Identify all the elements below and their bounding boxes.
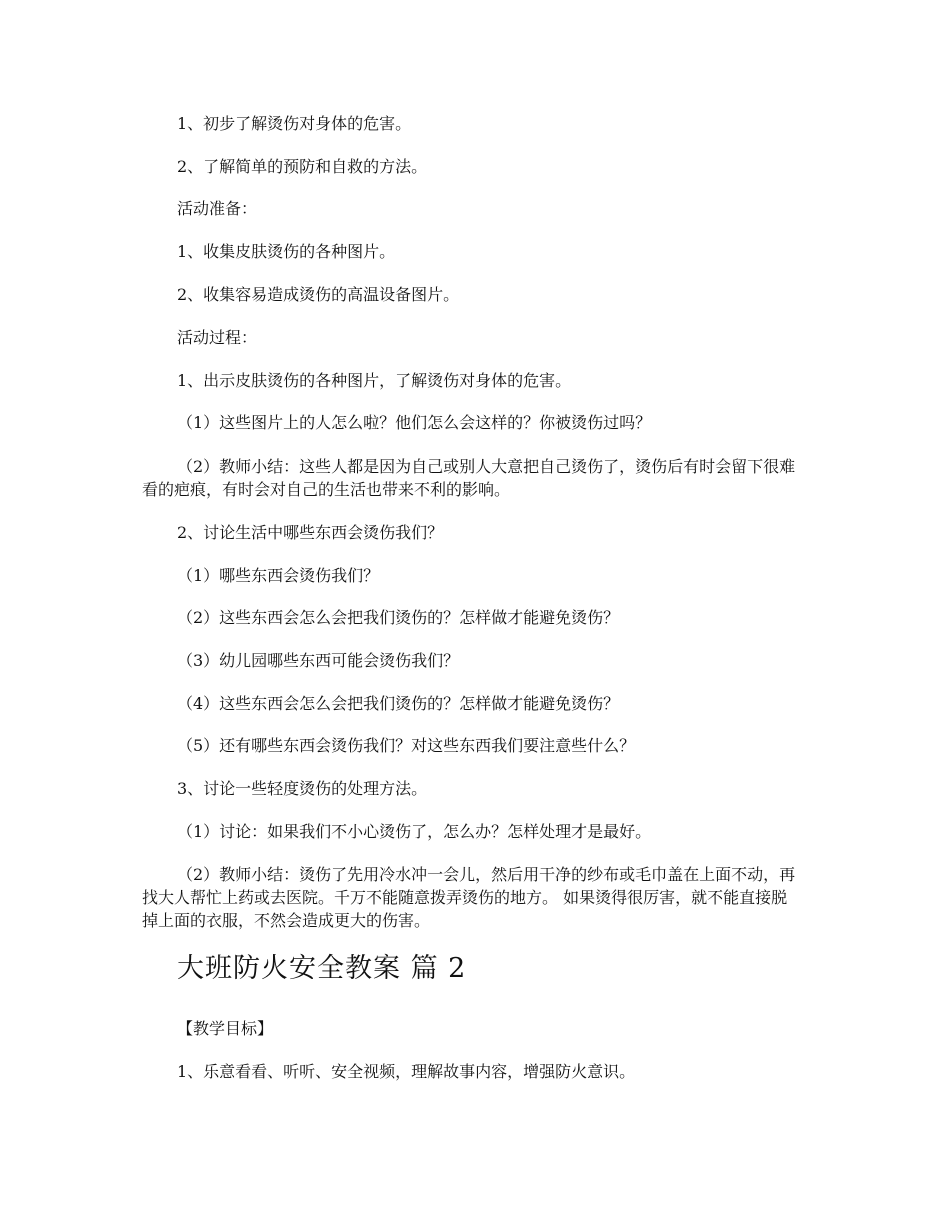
text-line: 3、讨论一些轻度烫伤的处理方法。	[177, 779, 428, 798]
text-line: 1、初步了解烫伤对身体的危害。	[177, 114, 412, 133]
text-line: （5）还有哪些东西会烫伤我们？对这些东西我们要注意些什么？	[177, 736, 636, 755]
section-label: 活动准备：	[177, 199, 258, 218]
text-line: 2、了解简单的预防和自救的方法。	[177, 157, 428, 176]
text-line: （2）这些东西会怎么会把我们烫伤的？怎样做才能避免烫伤？	[177, 608, 620, 627]
section-label: 活动过程：	[177, 328, 258, 347]
text-line: （1）讨论：如果我们不小心烫伤了，怎么办？怎样处理才是最好。	[177, 822, 652, 841]
paragraph: （2）教师小结：这些人都是因为自己或别人大意把自己烫伤了，烫伤后有时会留下很难看的疤痕，有时会对自己的生活也带来不利的影响。	[142, 457, 796, 499]
text-line: 1、收集皮肤烫伤的各种图片。	[177, 242, 396, 261]
text-line: 2、讨论生活中哪些东西会烫伤我们？	[177, 523, 444, 542]
text-line: （1）哪些东西会烫伤我们？	[177, 566, 380, 585]
text-line: 1、出示皮肤烫伤的各种图片，了解烫伤对身体的危害。	[177, 371, 572, 390]
text-line: 2、收集容易造成烫伤的高温设备图片。	[177, 285, 460, 304]
text-line: （4）这些东西会怎么会把我们烫伤的？怎样做才能避免烫伤？	[177, 694, 620, 713]
paragraph: （2）教师小结：烫伤了先用冷水冲一会儿，然后用干净的纱布或毛巾盖在上面不动，再找大人帮忙上药或去医院。千万不能随意拨弄烫伤的地方。 如果烫得很厉害，就不能直接脱掉上面的衣服，不然会造成更大的伤害。	[142, 865, 796, 930]
text-line: 1、乐意看看、听听、安全视频，理解故事内容，增强防火意识。	[177, 1062, 636, 1081]
text-line: （3）幼儿园哪些东西可能会烫伤我们？	[177, 651, 460, 670]
section-heading: 大班防火安全教案 篇 2	[177, 953, 467, 984]
subsection-label: 【教学目标】	[177, 1019, 274, 1038]
text-line: （1）这些图片上的人怎么啦？他们怎么会这样的？你被烫伤过吗？	[177, 413, 652, 432]
